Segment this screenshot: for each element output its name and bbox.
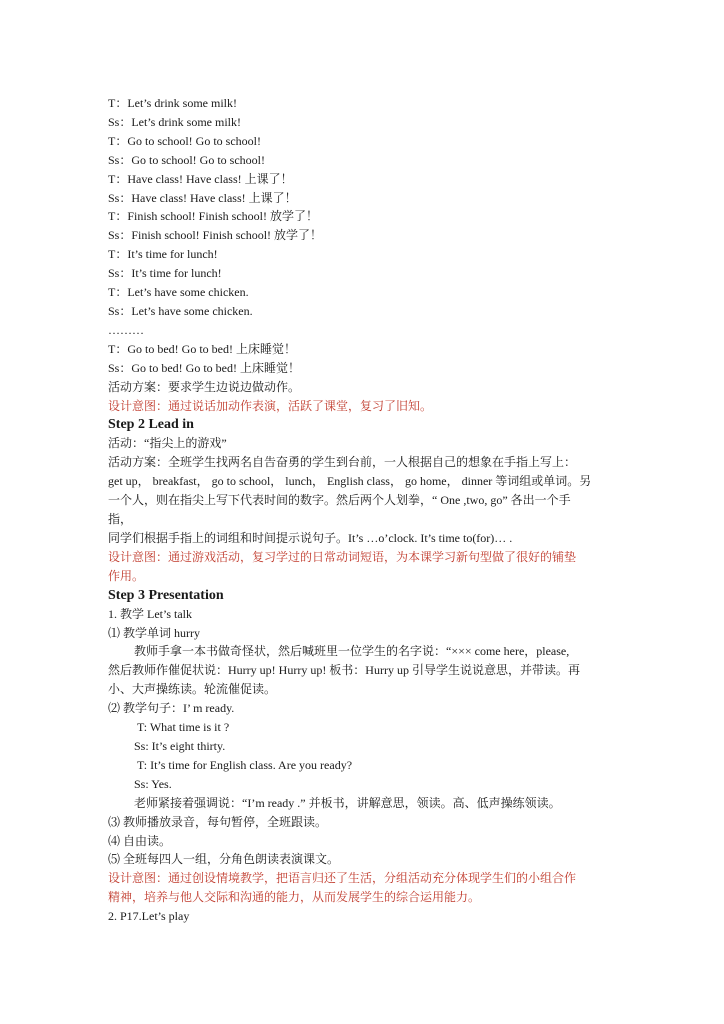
step2-plan-line: 同学们根据手指上的词组和时间提示说句子。It’s …o’clock. It’s time to(for)… . [108,530,513,545]
step2-activity: 活动：“指尖上的游戏” [108,436,227,451]
step3-sub1: ⑴ 教学单词 hurry [108,625,200,640]
step2-plan-line: 活动方案：全班学生找两名自告奋勇的学生到台前，一人根据自己的想象在手指上写上： [108,455,577,470]
dialogue-line: T：Go to school! Go to school! [108,133,261,148]
step3-sub2-note: 老师紧接着强调说：“I’m ready .” 并板书，讲解意思，领读。高、低声操练领读。 [134,795,561,810]
dialogue-line: Ss：Let’s drink some milk! [108,114,241,129]
dialogue-line: T：Go to bed! Go to bed! 上床睡觉！ [108,341,296,356]
dialogue-line: T：Have class! Have class! 上课了！ [108,171,293,186]
step2-heading: Step 2 Lead in [108,417,194,433]
step3-item2: 2. P17.Let’s play [108,909,190,924]
step2-plan-line: 一个人，则在指尖上写下代表时间的数字。然后两个人划拳，“ One ,two, go” 各出一个手 [108,493,571,508]
dialogue-line: Ss：Go to bed! Go to bed! 上床睡觉！ [108,360,300,375]
dialogue-line: T：Finish school! Finish school! 放学了！ [108,209,319,224]
dialogue-line: T：Let’s drink some milk! [108,96,237,110]
step3-item1: 1. 教学 Let’s talk [108,606,192,621]
step3-sub5: ⑸ 全班每四人一组，分角色朗读表演课文。 [108,852,340,867]
dialogue-line: Ss：Have class! Have class! 上课了！ [108,190,297,205]
dialog-line: T: It’s time for English class. Are you ready? [137,757,353,772]
step1-design-intent: 设计意图：通过说话加动作表演，活跃了课堂，复习了旧知。 [108,398,433,413]
step3-design-intent: 设计意图：通过创设情境教学，把语言归还了生活，分组活动充分体现学生们的小组合作 [108,871,577,886]
step1-activity-plan: 活动方案：要求学生边说边做动作。 [108,379,301,394]
dialogue-line: Ss：Go to school! Go to school! [108,152,265,167]
step3-design-intent: 精神，培养与他人交际和沟通的能力，从而发展学生的综合运用能力。 [108,890,481,905]
dialog-line: Ss: It’s eight thirty. [134,739,226,753]
step3-sub1-line: 小、大声操练读。轮流催促读。 [108,682,277,697]
step3-sub1-line: 教师手拿一本书做奇怪状，然后喊班里一位学生的名字说：“××× come here，please, [134,644,570,659]
dialog-line: T: What time is it ? [137,720,230,735]
document-page [108,94,618,926]
step3-sub4: ⑷ 自由读。 [108,833,172,848]
dialogue-line: Ss：Finish school! Finish school! 放学了！ [108,228,323,243]
dialogue-line: Ss：It’s time for lunch! [108,266,222,281]
step3-sub2: ⑵ 教学句子：I’ m ready. [108,701,235,716]
step3-sub1-line: 然后教师作催促状说：Hurry up! Hurry up! 板书：Hurry up 引导学生说说意思，并带读。再 [108,663,580,678]
step2-plan-line: 指， [108,512,133,527]
step3-heading: Step 3 Presentation [108,587,224,603]
step2-plan-line: get up， breakfast， go to school， lunch， English class， go home， dinner 等词组或单词。另 [108,474,592,489]
dialog-line: Ss: Yes. [134,776,172,791]
step3-sub3: ⑶ 教师播放录音，每句暂停，全班跟读。 [108,814,328,829]
step2-design-intent: 设计意图：通过游戏活动，复习学过的日常动词短语，为本课学习新句型做了很好的铺垫 [108,549,577,564]
ellipsis-line: ……… [108,322,144,337]
dialogue-line: T：It’s time for lunch! [108,247,218,262]
dialogue-line: Ss：Let’s have some chicken. [108,303,253,318]
step2-design-intent: 作用。 [108,568,145,583]
dialogue-line: T：Let’s have some chicken. [108,285,249,300]
